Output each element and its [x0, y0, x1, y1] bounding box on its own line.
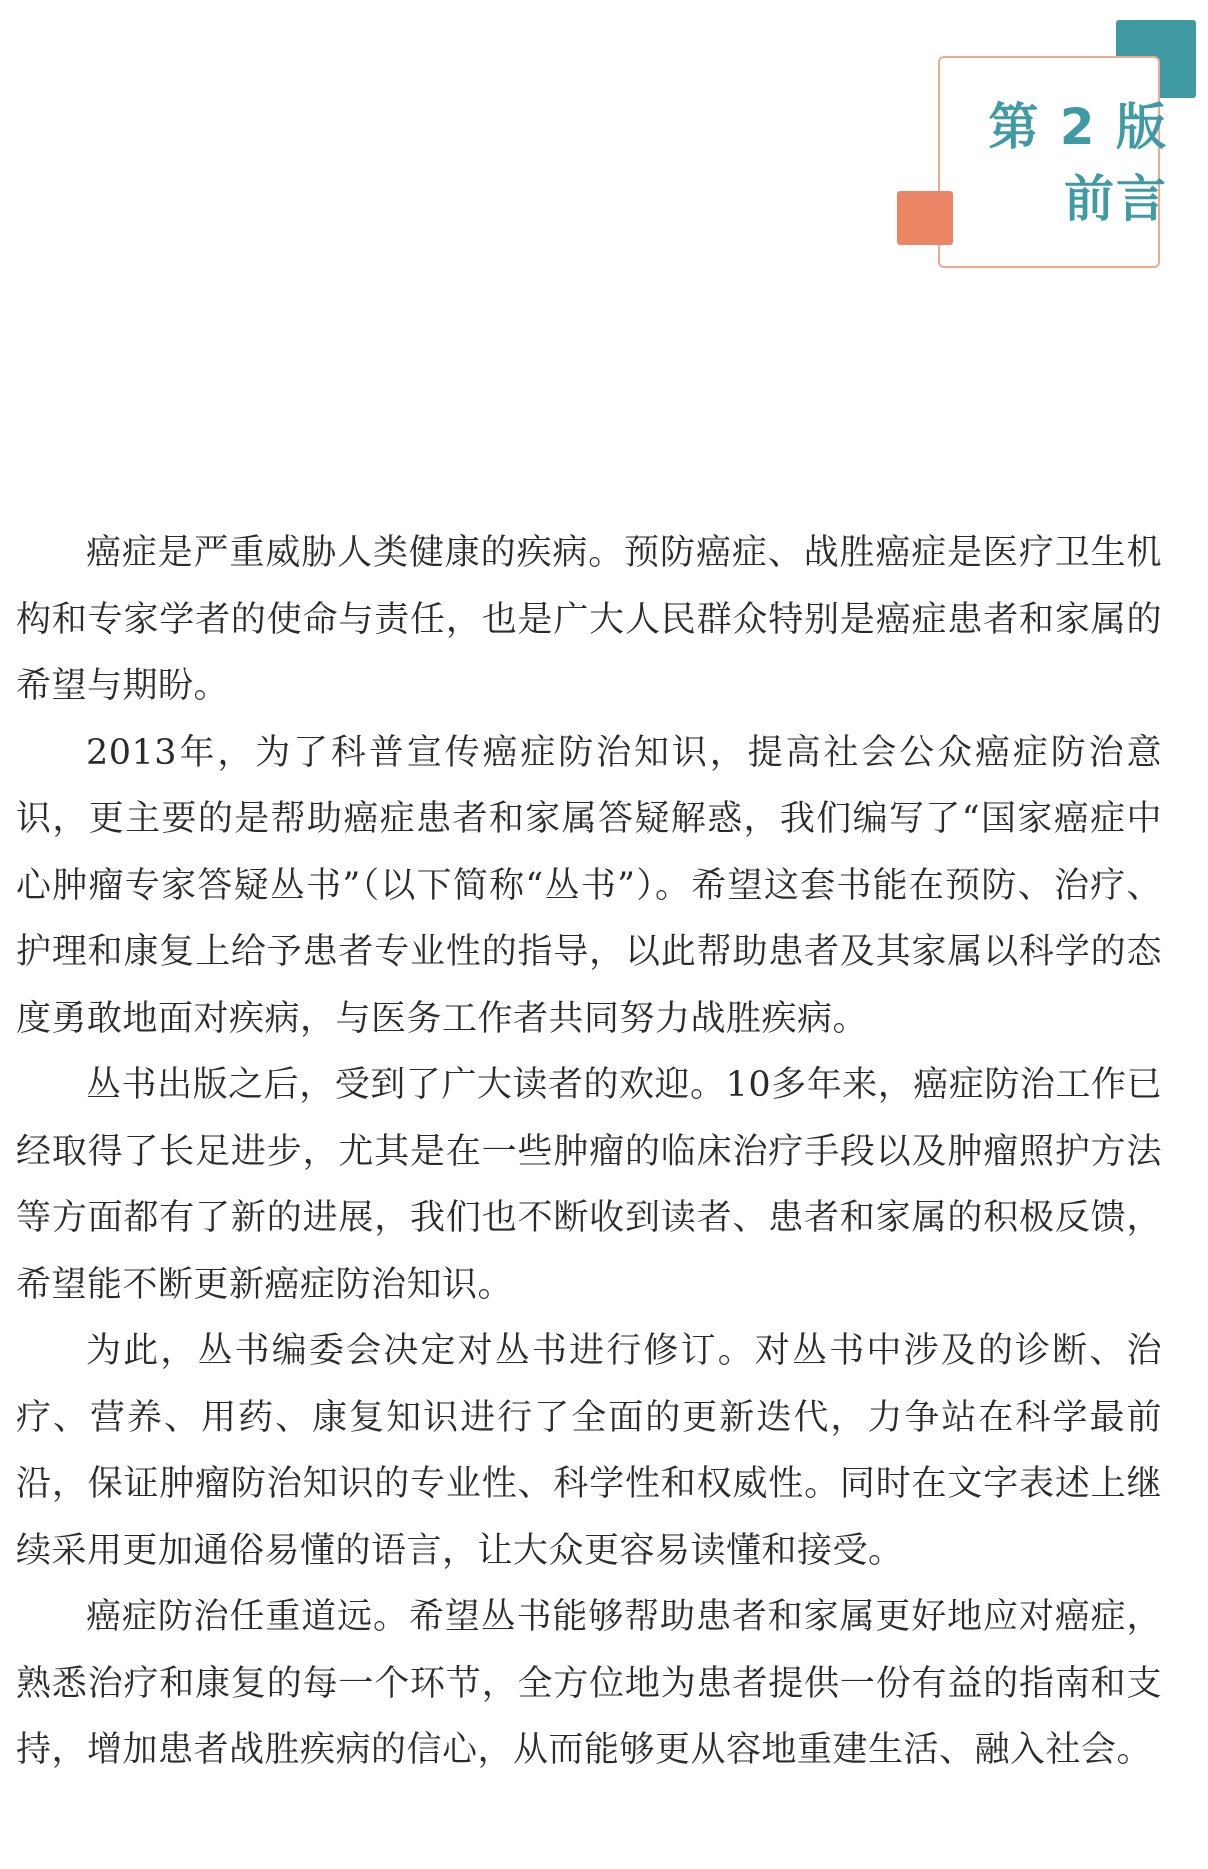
- paragraph-4: 为此，丛书编委会决定对丛书进行修订。对丛书中涉及的诊断、治疗、营养、用药、康复知识进行了全面的更新迭代，力争站在科学最前沿，保证肿瘤防治知识的专业性、科学性和权威性。同时在文字表述上继续采用更加通俗易懂的语言，让大众更容易读懂和接受。: [16, 1331, 1162, 1571]
- paragraph-3: 丛书出版之后，受到了广大读者的欢迎。10多年来，癌症防治工作已经取得了长足进步，尤其是在一些肿瘤的临床治疗手段以及肿瘤照护方法等方面都有了新的进展，我们也不断收到读者、患者和家属的积极反馈，希望能不断更新癌症防治知识。: [16, 1065, 1162, 1305]
- paragraph-1: 癌症是严重威胁人类健康的疾病。预防癌症、战胜癌症是医疗卫生机构和专家学者的使命与责任，也是广大人民群众特别是癌症患者和家属的希望与期盼。: [16, 533, 1162, 706]
- title-badge-frame: [938, 56, 1160, 268]
- paragraph-5: 癌症防治任重道远。希望丛书能够帮助患者和家属更好地应对癌症，熟悉治疗和康复的每一个环节，全方位地为患者提供一份有益的指南和支持，增加患者战胜疾病的信心，从而能够更从容地重建生活、融入社会。: [16, 1597, 1162, 1770]
- paragraph-2: 2013年，为了科普宣传癌症防治知识，提高社会公众癌症防治意识，更主要的是帮助癌症患者和家属答疑解惑，我们编写了“国家癌症中心肿瘤专家答疑丛书”（以下简称“丛书”）。希望这套书能在预防、治疗、护理和康复上给予患者专业性的指导，以此帮助患者及其家属以科学的态度勇敢地面对疾病，与医务工作者共同努力战胜疾病。: [16, 732, 1162, 1039]
- edition-label: 第 2 版: [988, 98, 1168, 156]
- preface-body: [16, 520, 1162, 1784]
- page-title: 前言: [1064, 170, 1168, 228]
- decorative-orange-square: [897, 191, 953, 245]
